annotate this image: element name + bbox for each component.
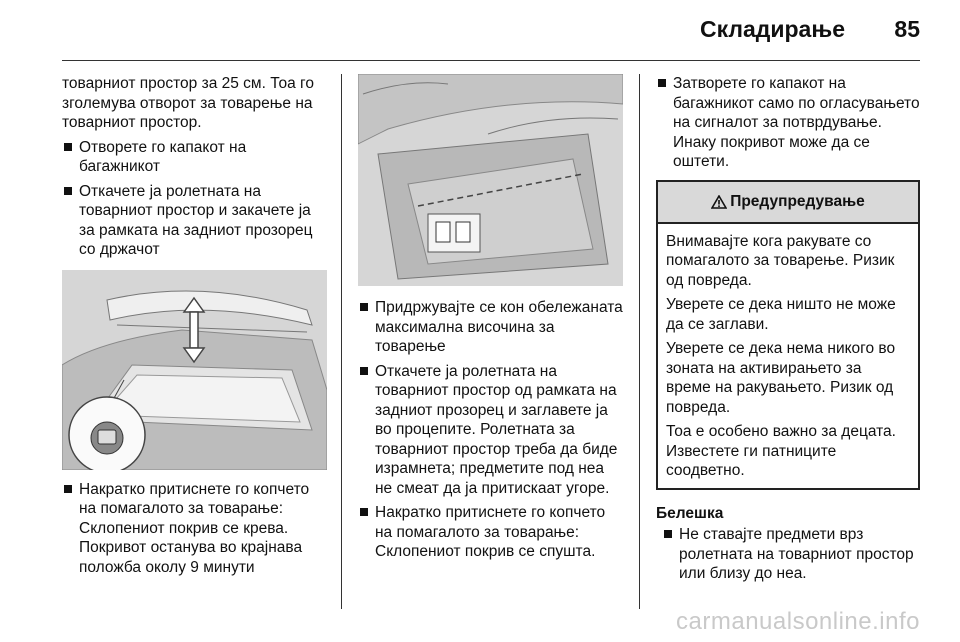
list-item: Накратко притиснете го копчето на помагалото за товарање: Склопениот покрив се крева. Покривот останува во крајнава положба околу 9 минути: [62, 480, 327, 578]
list-item: Отворете го капакот на багажникот: [62, 138, 327, 177]
page-title: Складирање: [699, 16, 845, 42]
left-column: [62, 74, 327, 582]
trunk-height-drawing: [358, 74, 623, 286]
warning-paragraph: Внимавајте кога ракувате со помагалото за товарење. Ризик од повреда.: [666, 232, 895, 289]
warning-title: Предупредување: [730, 192, 865, 210]
header-divider: [62, 60, 920, 61]
list-item: Откачете ја ролетната на товарниот простор и закачете ја за рамката на задниот прозорец со држачот: [62, 182, 327, 260]
warning-body: [658, 224, 918, 488]
trunk-height-illustration: [358, 74, 623, 286]
warning-paragraph: Уверете се дека ништо не може да се заглави.: [666, 296, 896, 333]
right-column: [656, 74, 920, 589]
intro-paragraph: товарниот простор за 25 см. Тоа го зголемува отворот за товарење на товарниот простор.: [62, 75, 314, 131]
column-divider-left: [341, 74, 342, 609]
warning-paragraph: Тоа е особено важно за децата. Известете ги патниците соодветно.: [666, 423, 896, 479]
page-number: 85: [894, 16, 920, 42]
middle-column: [358, 74, 625, 567]
column-divider-right: [639, 74, 640, 609]
watermark: carmanualsonline.info: [676, 608, 920, 635]
list-item: Затворете го капакот на багажникот само по огласувањето на сигналот за потврдување. Инаку покривот може да се оштети.: [656, 74, 920, 172]
list-item: Придржувајте се кон обележаната максимална височина за товарење: [358, 298, 625, 357]
warning-header: [658, 182, 918, 224]
list-item: Накратко притиснете го копчето на помагалото за товарање: Склопениот покрив се спушта.: [358, 503, 625, 562]
roof-lift-illustration: [62, 270, 327, 470]
warning-paragraph: Уверете се дека нема никого во зоната на активирањето за време на ракувањето. Ризик од повреда.: [666, 340, 896, 416]
list-item: Не ставајте предмети врз ролетната на товарниот простор или близу до неа.: [662, 525, 920, 584]
roof-lift-drawing: [62, 270, 327, 470]
list-item: Откачете ја ролетната на товарниот простор од рамката на задниот прозорец и заглавете ја во процепите. Ролетната за товарниот простор треба да биде израмнета; предметите под неа не смеат да ја притискаат угоре.: [358, 362, 625, 499]
note-title: Белешка: [656, 504, 724, 522]
warning-triangle-icon: [711, 195, 727, 209]
warning-box: [656, 180, 920, 490]
